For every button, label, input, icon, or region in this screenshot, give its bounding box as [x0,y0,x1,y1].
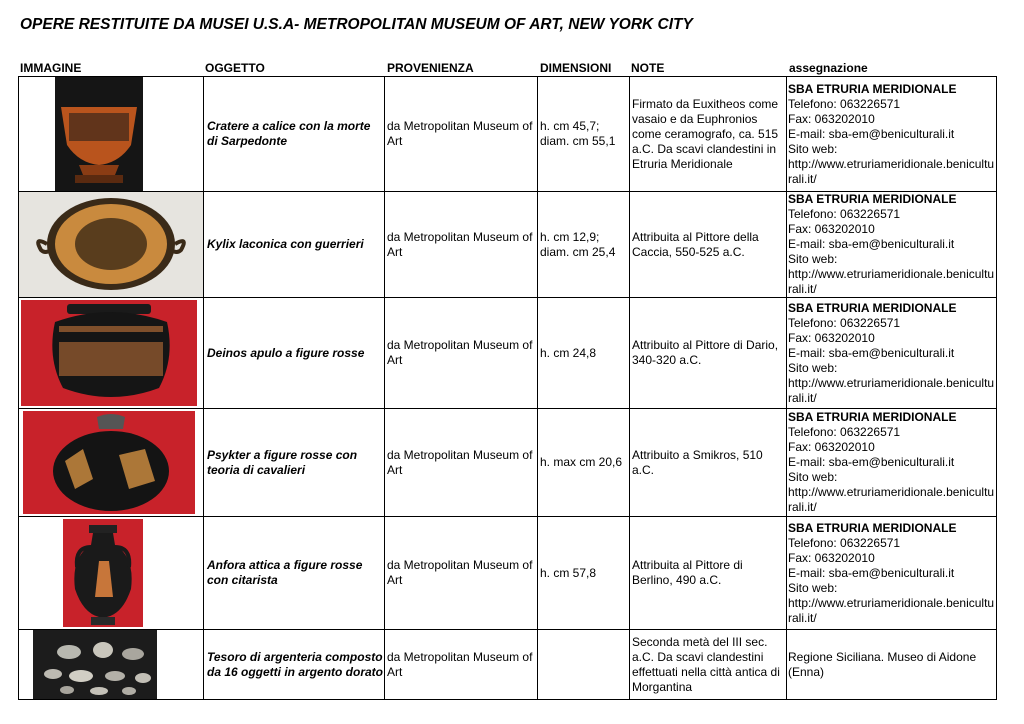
assignment-name: SBA ETRURIA MERIDIONALE [788,410,957,424]
header-dimensions: DIMENSIONI [540,61,612,75]
header-image: IMMAGINE [20,61,82,75]
assignment-cell [787,298,997,409]
assignment-fax: Fax: 063202010 [788,330,875,345]
psykter-icon [19,409,203,516]
object-cell: Deinos apulo a figure rosse [204,298,385,409]
assignment-phone: Telefono: 063226571 [788,535,901,550]
assignment-fax: Fax: 063202010 [788,550,875,565]
assignment-site-link[interactable]: http://www.etruriameridionale.beniculturali.it/ [788,595,995,625]
image-cell [19,192,204,298]
table-row [19,630,997,700]
assignment-fax: Fax: 063202010 [788,440,875,454]
page-title: OPERE RESTITUITE DA MUSEI U.S.A- METROPOLITAN MUSEUM OF ART, NEW YORK CITY [20,16,693,33]
object-cell: Tesoro di argenteria composto da 16 oggetti in argento dorato [204,630,385,700]
assignment-fax: Fax: 063202010 [788,222,875,236]
dimensions-cell: h. cm 12,9; diam. cm 25,4 [538,192,630,298]
dimensions-cell: h. max cm 20,6 [538,409,630,517]
assignment-email: E-mail: sba-em@beniculturali.it [788,237,955,251]
image-cell [19,517,204,630]
assignment-phone: Telefono: 063226571 [788,96,901,111]
assignment-email: E-mail: sba-em@beniculturali.it [788,565,955,580]
table-row [19,298,997,409]
object-cell: Psykter a figure rosse con teoria di cavalieri [204,409,385,517]
table-row [19,192,997,298]
assignment-name: SBA ETRURIA MERIDIONALE [788,520,957,535]
object-cell: Kylix laconica con guerrieri [204,192,385,298]
assignment-phone: Telefono: 063226571 [788,425,901,439]
calyx-krater-icon [19,77,203,191]
table-row [19,77,997,192]
assignment-phone: Telefono: 063226571 [788,315,901,330]
assignment-cell [787,517,997,630]
assignment-phone: Telefono: 063226571 [788,207,901,221]
provenance-cell: da Metropolitan Museum of Art [385,409,538,517]
artworks-table [18,76,997,700]
notes-cell: Attribuito al Pittore di Dario, 340-320 a.C. [630,298,787,409]
header-assignment: assegnazione [789,61,868,75]
image-cell [19,77,204,192]
header-notes: NOTE [631,61,665,75]
assignment-site-link[interactable]: http://www.etruriameridionale.beniculturali.it/ [788,267,995,296]
provenance-cell: da Metropolitan Museum of Art [385,192,538,298]
assignment-site-label: Sito web: [788,141,838,156]
assignment-fax: Fax: 063202010 [788,111,875,126]
assignment-cell [787,192,997,298]
object-cell: Cratere a calice con la morte di Sarpedonte [204,77,385,192]
notes-cell: Firmato da Euxitheos come vasaio e da Euphronios come ceramografo, ca. 515 a.C. Da scavi clandestini in Etruria Meridionale [630,77,787,192]
dimensions-cell: h. cm 24,8 [538,298,630,409]
provenance-cell: da Metropolitan Museum of Art [385,630,538,700]
assignment-site-label: Sito web: [788,252,838,266]
dimensions-cell: h. cm 45,7; diam. cm 55,1 [538,77,630,192]
assignment-name: SBA ETRURIA MERIDIONALE [788,81,957,96]
provenance-cell: da Metropolitan Museum of Art [385,77,538,192]
header-provenance: PROVENIENZA [387,61,474,75]
silver-treasure-icon [19,630,203,699]
assignment-cell [787,77,997,192]
table-row [19,517,997,630]
object-cell: Anfora attica a figure rosse con citarista [204,517,385,630]
assignment-email: E-mail: sba-em@beniculturali.it [788,345,955,360]
assignment-site-link[interactable]: http://www.etruriameridionale.beniculturali.it/ [788,156,995,186]
notes-cell: Attribuito a Smikros, 510 a.C. [630,409,787,517]
image-cell [19,630,204,700]
image-cell [19,298,204,409]
notes-cell: Seconda metà del III sec. a.C. Da scavi clandestini effettuati nella città antica di Morgantina [630,630,787,700]
provenance-cell: da Metropolitan Museum of Art [385,298,538,409]
assignment-name: SBA ETRURIA MERIDIONALE [788,300,957,315]
assignment-email: E-mail: sba-em@beniculturali.it [788,126,955,141]
amphora-icon [19,517,203,629]
deinos-icon [19,298,203,408]
assignment-cell: Regione Siciliana. Museo di Aidone (Enna) [787,630,997,700]
assignment-email: E-mail: sba-em@beniculturali.it [788,455,955,469]
assignment-name: SBA ETRURIA MERIDIONALE [788,192,957,206]
assignment-cell [787,409,997,517]
header-object: OGGETTO [205,61,265,75]
assignment-site-link[interactable]: http://www.etruriameridionale.beniculturali.it/ [788,485,995,514]
table-row [19,409,997,517]
dimensions-cell [538,630,630,700]
notes-cell: Attribuita al Pittore di Berlino, 490 a.C. [630,517,787,630]
kylix-icon [19,192,203,297]
notes-cell: Attribuita al Pittore della Caccia, 550-525 a.C. [630,192,787,298]
image-cell [19,409,204,517]
assignment-site-label: Sito web: [788,470,838,484]
assignment-site-link[interactable]: http://www.etruriameridionale.beniculturali.it/ [788,375,995,405]
provenance-cell: da Metropolitan Museum of Art [385,517,538,630]
assignment-site-label: Sito web: [788,580,838,595]
dimensions-cell: h. cm 57,8 [538,517,630,630]
assignment-site-label: Sito web: [788,360,838,375]
